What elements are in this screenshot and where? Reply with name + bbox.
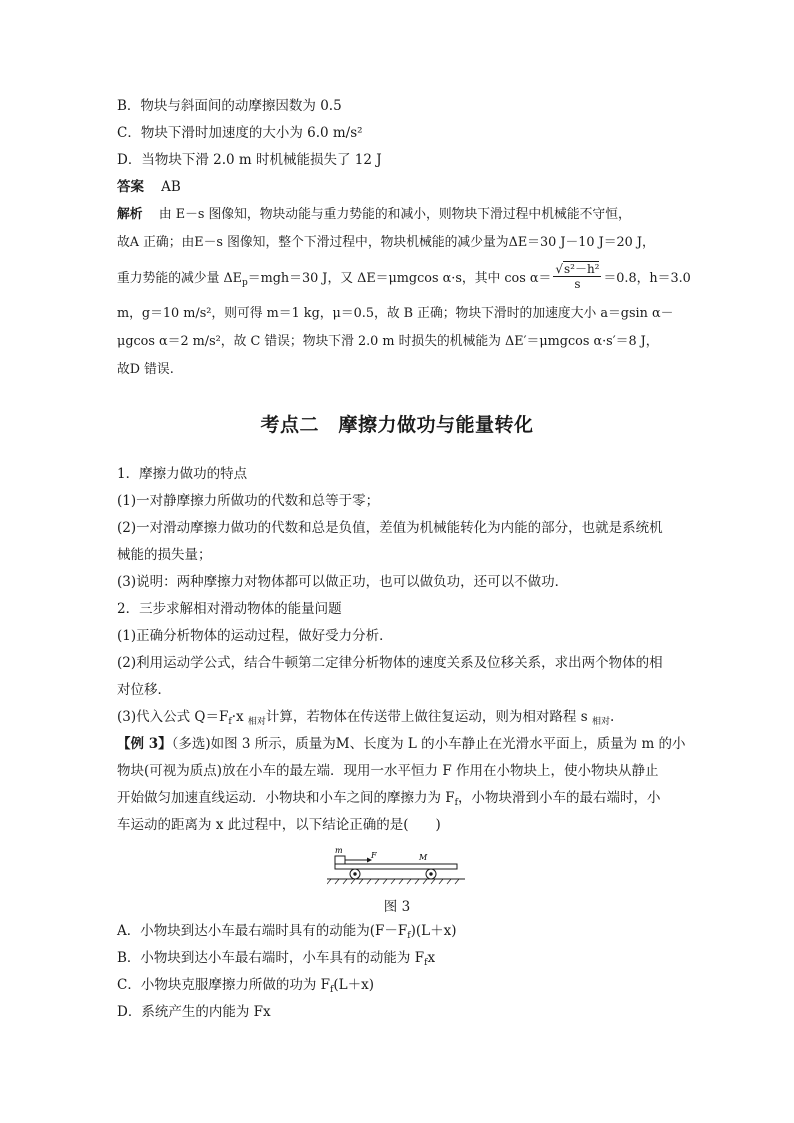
analysis-line-6: 故D 错误. — [117, 362, 174, 377]
point2-item-2b: 对位移． — [117, 682, 171, 698]
option-d-prev: D．当物块下滑 2.0 m 时机械能损失了 12 J — [117, 152, 382, 168]
example-text-3a: 开始做匀加速直线运动．小物块和小车之间的摩擦力为 F — [117, 790, 455, 806]
analysis-line-3 — [117, 264, 691, 293]
option-a-text-b: )(L＋x) — [410, 923, 457, 939]
point1-item-3: (3)说明：两种摩擦力对物体都可以做正功，也可以做负功，还可以不做功． — [117, 574, 569, 590]
option-c — [117, 976, 374, 994]
point1-title: 1．摩擦力做功的特点 — [117, 466, 248, 482]
analysis-text-3c: ＝0.8，h＝3.0 — [603, 271, 691, 286]
subscript-p: p — [242, 278, 248, 288]
option-a-text: A．小物块到达小车最右端时具有的动能为(F－F — [117, 923, 408, 939]
analysis-text-3b: ＝mgh＝30 J，又 ΔE＝μmgcos α·s，其中 cos α＝ — [247, 271, 552, 286]
option-b-prev: B．物块与斜面间的动摩擦因数为 0.5 — [117, 98, 342, 114]
small-block — [335, 856, 345, 864]
option-c-text-b: (L＋x) — [333, 977, 374, 993]
example-line-4: 车运动的距离为 x 此过程中，以下结论正确的是( ) — [117, 817, 441, 833]
fraction-numerator: s²－h² — [563, 262, 600, 276]
point2-text-3c: 计算，若物体在传送带上做往复运动，则为相对路程 s — [265, 709, 592, 725]
subscript-f-example: f — [454, 798, 459, 808]
option-b-sub: f — [424, 958, 428, 968]
fraction-denominator: s — [574, 277, 581, 291]
option-a — [117, 922, 456, 940]
point2-item-3 — [117, 708, 614, 726]
example-line-2: 物块(可视为质点)放在小车的最左端．现用一水平恒力 F 作用在小物块上，使小物块从静止 — [117, 763, 659, 779]
label-m: m — [335, 846, 343, 855]
analysis-text-3a: 重力势能的减少量 ΔE — [117, 271, 243, 286]
answer-line — [117, 178, 181, 196]
answer-value: AB — [161, 179, 181, 195]
option-a-sub: f — [407, 931, 411, 941]
answer-label: 答案 — [117, 179, 144, 195]
point2-text-3a: (3)代入公式 Q＝F — [117, 709, 229, 725]
label-f: F — [371, 851, 377, 860]
point1-item-1: (1)一对静摩擦力所做功的代数和总等于零； — [117, 493, 380, 509]
point1-item-2b: 械能的损失量； — [117, 547, 212, 563]
cos-fraction: $\frac{\text{√s²－h²}}{s}$ — [555, 262, 600, 291]
analysis-label: 解析 — [117, 207, 143, 222]
option-c-text: C．小物块克服摩擦力所做的功为 F — [117, 977, 330, 993]
option-b-text: B．小物块到达小车最右端时，小车具有的动能为 F — [117, 950, 425, 966]
example-line-1 — [117, 735, 686, 753]
analysis-text-1: 由 E－s 图像知，物块动能与重力势能的和减小，则物块下滑过程中机械能不守恒， — [158, 207, 631, 222]
cart-block-diagram — [327, 843, 467, 885]
example-label: 【例 3】 — [117, 736, 172, 752]
example-text-1: （多选)如图 3 所示，质量为M、长度为 L 的小车静止在光滑水平面上，质量为 m 的小 — [171, 736, 686, 752]
section-title: 考点二 摩擦力做功与能量转化 — [260, 414, 534, 436]
analysis-line-4: m，g＝10 m/s²，则可得 m＝1 kg，μ＝0.5，故 B 正确；物块下滑时的加速度大小 a＝gsin α－ — [117, 306, 674, 321]
option-b-text-b: x — [427, 950, 436, 966]
point2-text-3d: . — [609, 709, 615, 725]
ground-hatching — [327, 879, 459, 884]
label-big-m: M — [419, 853, 428, 862]
subscript-relative-2: 相对 — [591, 717, 610, 727]
analysis-line-1 — [117, 206, 631, 224]
point2-item-2a: (2)利用运动学公式，结合牛顿第二定律分析物体的速度关系及位移关系，求出两个物体的相 — [117, 655, 663, 671]
point2-item-1: (1)正确分析物体的运动过程，做好受力分析． — [117, 628, 393, 644]
figure-caption: 图 3 — [383, 899, 411, 915]
point2-text-3b: ·x — [231, 709, 248, 725]
option-d: D．系统产生的内能为 Fx — [117, 1004, 271, 1020]
option-c-prev: C．物块下滑时加速度的大小为 6.0 m/s² — [117, 125, 363, 141]
analysis-line-5: μgcos α＝2 m/s²，故 C 错误；物块下滑 2.0 m 时损失的机械能为 ΔE′＝μmgcos α·s′＝8 J， — [117, 334, 659, 349]
cart-board — [335, 864, 457, 869]
example-text-3b: ，小物块滑到小车的最右端时，小 — [458, 790, 661, 806]
subscript-relative: 相对 — [247, 717, 266, 727]
point1-item-2a: (2)一对滑动摩擦力做功的代数和总是负值，差值为机械能转化为内能的部分，也就是系统机 — [117, 520, 663, 536]
subscript-f: f — [228, 717, 232, 727]
point2-title: 2．三步求解相对滑动物体的能量问题 — [117, 601, 342, 617]
analysis-line-2: 故A 正确；由E－s 图像知，整个下滑过程中，物块机械能的减少量为ΔE＝30 J－10 J＝20 J， — [117, 235, 655, 250]
option-c-sub: f — [330, 985, 334, 995]
option-b — [117, 949, 435, 967]
example-line-3 — [117, 789, 661, 807]
